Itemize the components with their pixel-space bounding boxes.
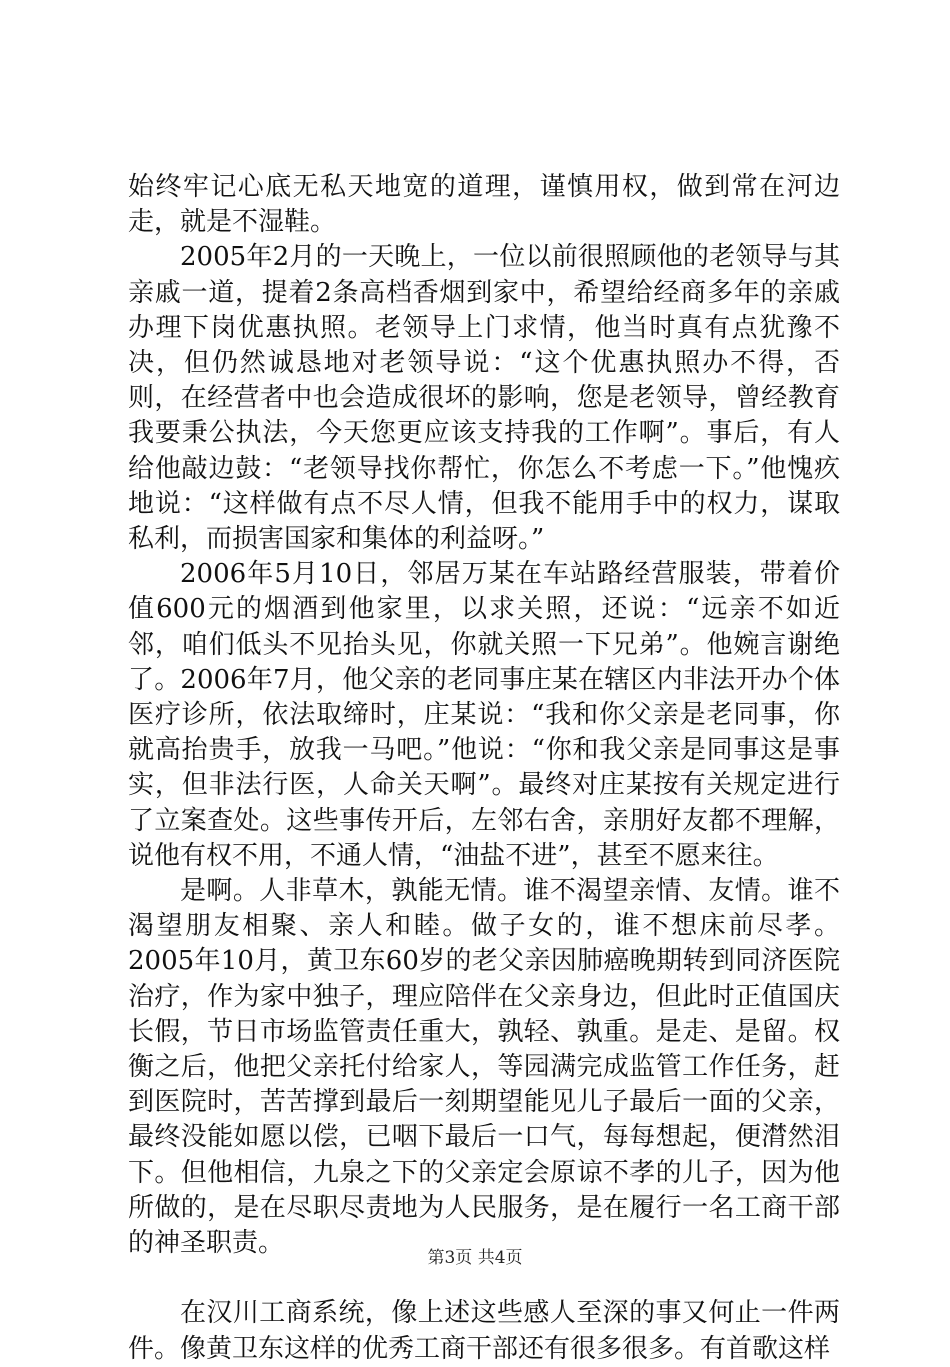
document-body: [128, 170, 840, 1367]
paragraph-continuation: 始终牢记心底无私天地宽的道理，谨慎用权，做到常在河边走，就是不湿鞋。: [128, 172, 840, 238]
page-footer: 第3页 共4页: [427, 1248, 523, 1268]
paragraph-hanchuan: 在汉川工商系统，像上述这些感人至深的事又何止一件两件。像黄卫东这样的优秀工商干部还有很多很多。有首歌这样: [128, 1298, 840, 1364]
paragraph-2006-may: 2006年5月10日，邻居万某在车站路经营服装，带着价值600元的烟酒到他家里，以求关照，还说：“远亲不如近邻，咱们低头不见抬头见，你就关照一下兄弟”。他婉言谢绝了。2006年7月，他父亲的老同事庄某在辖区内非法开办个体医疗诊所，依法取缔时，庄某说：“我和你父亲是老同事，你就高抬贵手，放我一马吧。”他说：“你和我父亲是同事这是事实，但非法行医，人命关天啊”。最终对庄某按有关规定进行了立案查处。这些事传开后，左邻右舍，亲朋好友都不理解，说他有权不用，不通人情，“油盐不进”，甚至不愿来往。: [128, 559, 840, 871]
paragraph-2005-february: 2005年2月的一天晚上，一位以前很照顾他的老领导与其亲戚一道，提着2条高档香烟到家中，希望给经商多年的亲戚办理下岗优惠执照。老领导上门求情，他当时真有点犹豫不决，但仍然诚恳地对老领导说：“这个优惠执照办不得，否则，在经营者中也会造成很坏的影响，您是老领导，曾经教育我要秉公执法，今天您更应该支持我的工作啊”。事后，有人给他敲边鼓：“老领导找你帮忙，你怎么不考虑一下。”他愧疚地说：“这样做有点不尽人情，但我不能用手中的权力，谋取私利，而损害国家和集体的利益呀。”: [128, 242, 840, 555]
paragraph-father: 是啊。人非草木，孰能无情。谁不渴望亲情、友情。谁不渴望朋友相聚、亲人和睦。做子女的，谁不想床前尽孝。2005年10月，黄卫东60岁的老父亲因肺癌晚期转到同济医院治疗，作为家中独子，理应陪伴在父亲身边，但此时正值国庆长假，节日市场监管责任重大，孰轻、孰重。是走、是留。权衡之后，他把父亲托付给家人，等园满完成监管工作任务，赶到医院时，苦苦撑到最后一刻期望能见儿子最后一面的父亲，最终没能如愿以偿，已咽下最后一口气，每每想起，便潸然泪下。但他相信，九泉之下的父亲定会原谅不孝的儿子，因为他所做的，是在尽职尽责地为人民服务，是在履行一名工商干部的神圣职责。: [128, 876, 840, 1259]
